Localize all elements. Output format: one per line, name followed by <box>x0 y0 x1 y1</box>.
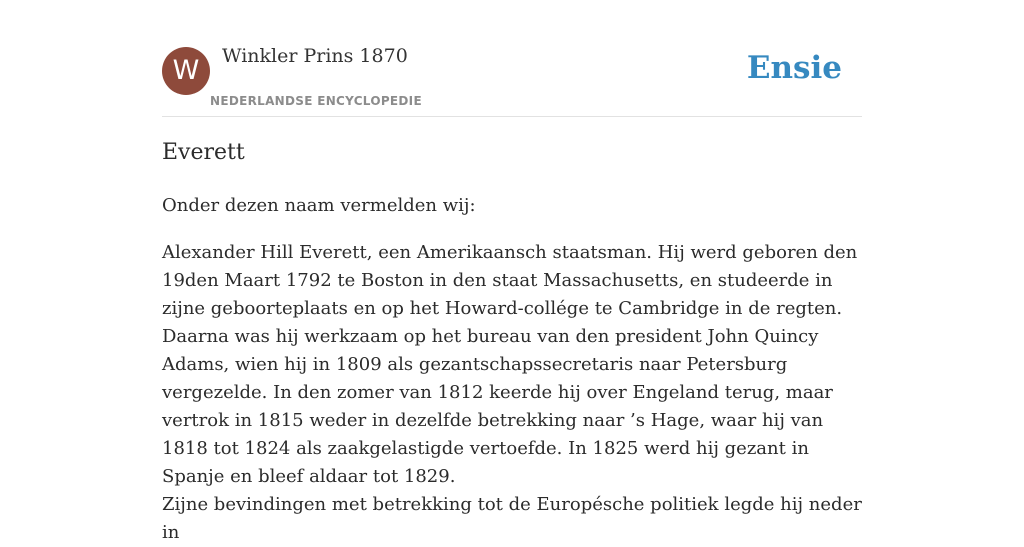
avatar[interactable]: W <box>162 47 210 95</box>
article-title: Everett <box>162 140 245 165</box>
source-subtitle: NEDERLANDSE ENCYCLOPEDIE <box>210 94 422 108</box>
article-paragraph: Alexander Hill Everett, een Amerikaansch staatsman. Hij werd geboren den 19den Maart 1792 te Boston in den staat Massachusetts, en studeerde in zijne geboorteplaats en op het Howard-collége te Cambridge in de regten. Daarna was hij werkzaam op het bureau van den president John Quincy Adams, wien hij in 1809 als gezantschapssecretaris naar Petersburg vergezelde. In den zomer van 1812 keerde hij over Engeland terug, maar vertrok in 1815 weder in dezelfde betrekking naar ’s Hage, waar hij van 1818 tot 1824 als zaakgelastigde vertoefde. In 1825 werd hij gezant in Spanje en bleef aldaar tot 1829. <box>162 242 858 487</box>
brand-logo-link[interactable]: Ensie <box>746 50 842 86</box>
source-title[interactable]: Winkler Prins 1870 <box>222 45 408 67</box>
page <box>162 0 862 543</box>
source-header <box>162 0 862 117</box>
article-paragraph: Zijne bevindingen met betrekking tot de Europésche politiek legde hij neder in <box>162 494 862 543</box>
article-paragraph-intro: Onder dezen naam vermelden wij: <box>162 195 476 216</box>
